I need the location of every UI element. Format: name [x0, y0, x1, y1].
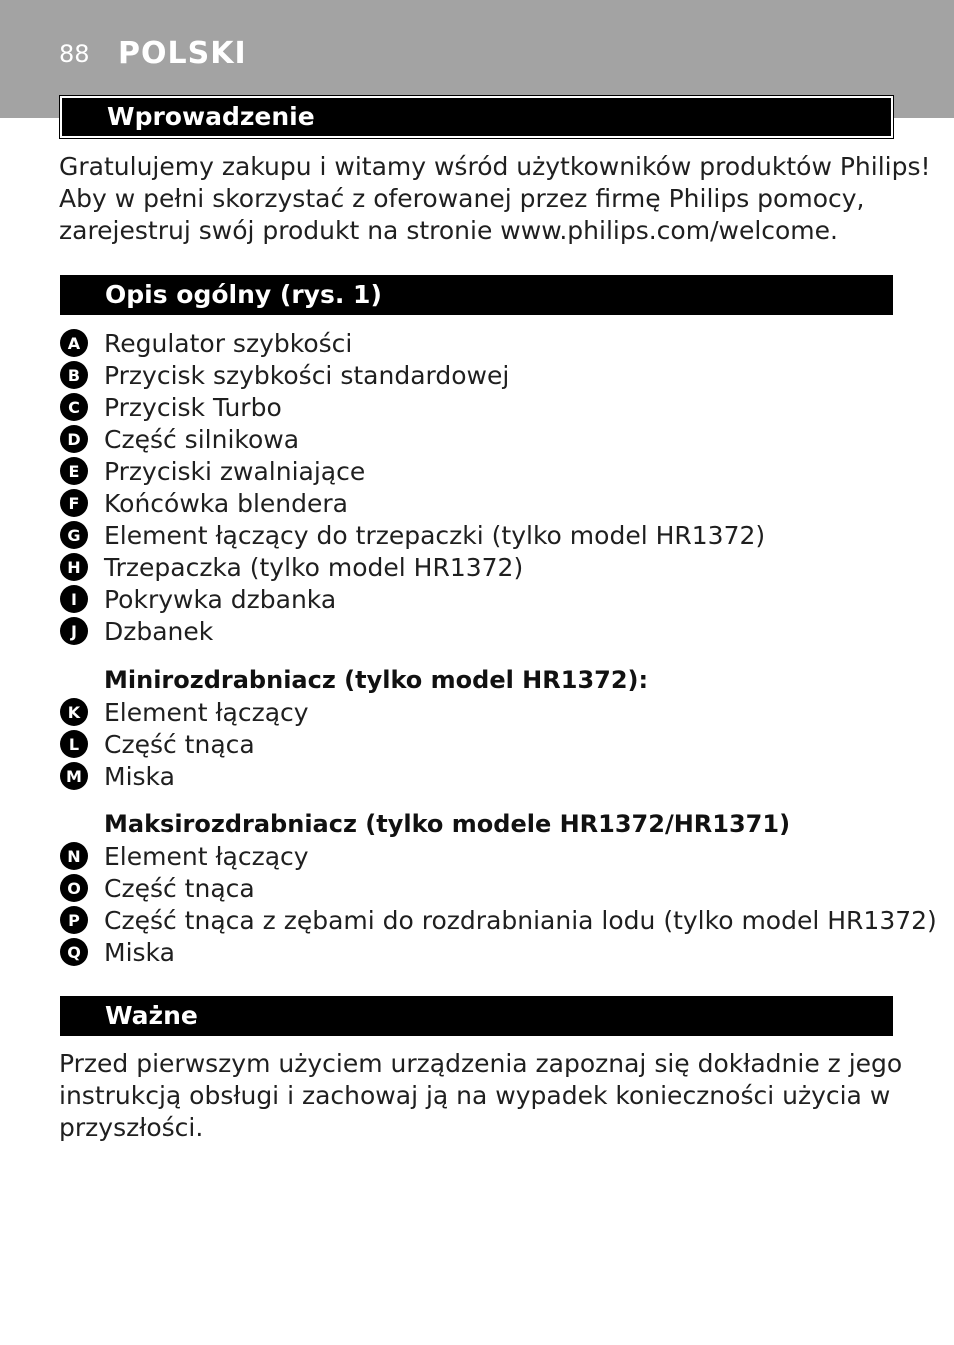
maxi-chopper-list — [60, 840, 937, 968]
list-item — [60, 872, 900, 904]
badge-icon: B — [60, 361, 88, 389]
intro-line: Aby w pełni skorzystać z oferowanej przez firmę Philips pomocy, — [59, 184, 865, 213]
list-item — [60, 728, 900, 760]
item-label: Miska — [104, 761, 175, 791]
item-label: Przycisk Turbo — [104, 392, 282, 422]
list-item — [60, 519, 900, 551]
item-label: Regulator szybkości — [104, 328, 353, 358]
badge-icon: A — [60, 329, 88, 357]
intro-line: Gratulujemy zakupu i witamy wśród użytkowników produktów Philips! — [59, 152, 931, 181]
badge-icon: P — [60, 906, 88, 934]
badge-icon: K — [60, 698, 88, 726]
section-heading-description: Opis ogólny (rys. 1) — [60, 275, 893, 315]
list-item — [60, 904, 937, 936]
parts-list — [60, 327, 900, 647]
list-item — [60, 359, 900, 391]
badge-icon: L — [60, 730, 88, 758]
list-item — [60, 455, 900, 487]
item-label: Przyciski zwalniające — [104, 456, 366, 486]
item-label: Przycisk szybkości standardowej — [104, 360, 510, 390]
list-item — [60, 696, 900, 728]
item-label: Końcówka blendera — [104, 488, 348, 518]
important-line: Przed pierwszym użyciem urządzenia zapoznaj się dokładnie z jego — [59, 1049, 903, 1078]
badge-icon: F — [60, 489, 88, 517]
badge-icon: O — [60, 874, 88, 902]
badge-icon: D — [60, 425, 88, 453]
mini-chopper-heading: Minirozdrabniacz (tylko model HR1372): — [104, 666, 649, 694]
badge-icon: J — [60, 617, 88, 645]
language-title: POLSKI — [118, 36, 247, 71]
item-label: Część tnąca — [104, 873, 255, 903]
item-label: Element łączący — [104, 697, 309, 727]
page-number: 88 — [59, 40, 90, 68]
badge-icon: C — [60, 393, 88, 421]
badge-icon: G — [60, 521, 88, 549]
list-item — [60, 615, 900, 647]
important-paragraph — [59, 1048, 903, 1144]
badge-icon: H — [60, 553, 88, 581]
item-label: Miska — [104, 937, 175, 967]
badge-icon: N — [60, 842, 88, 870]
item-label: Część tnąca — [104, 729, 255, 759]
intro-paragraph — [59, 151, 931, 247]
badge-icon: I — [60, 585, 88, 613]
section-heading-intro: Wprowadzenie — [60, 96, 893, 138]
item-label: Element łączący do trzepaczki (tylko model HR1372) — [104, 520, 766, 550]
list-item — [60, 840, 900, 872]
item-label: Pokrywka dzbanka — [104, 584, 337, 614]
list-item — [60, 487, 900, 519]
important-line: przyszłości. — [59, 1113, 204, 1142]
mini-chopper-list — [60, 696, 900, 792]
maxi-chopper-heading: Maksirozdrabniacz (tylko modele HR1372/HR1371) — [104, 810, 791, 838]
badge-icon: E — [60, 457, 88, 485]
list-item — [60, 391, 900, 423]
section-heading-important: Ważne — [60, 996, 893, 1036]
list-item — [60, 760, 900, 792]
badge-icon: M — [60, 762, 88, 790]
item-label: Część tnąca z zębami do rozdrabniania lodu (tylko model HR1372) — [104, 905, 937, 935]
list-item — [60, 423, 900, 455]
list-item — [60, 327, 900, 359]
item-label: Element łączący — [104, 841, 309, 871]
list-item — [60, 583, 900, 615]
item-label: Trzepaczka (tylko model HR1372) — [104, 552, 524, 582]
badge-icon: Q — [60, 938, 88, 966]
list-item — [60, 936, 900, 968]
list-item — [60, 551, 900, 583]
intro-line: zarejestruj swój produkt na stronie www.philips.com/welcome. — [59, 216, 838, 245]
item-label: Część silnikowa — [104, 424, 300, 454]
important-line: instrukcją obsługi i zachowaj ją na wypadek konieczności użycia w — [59, 1081, 891, 1110]
item-label: Dzbanek — [104, 616, 214, 646]
